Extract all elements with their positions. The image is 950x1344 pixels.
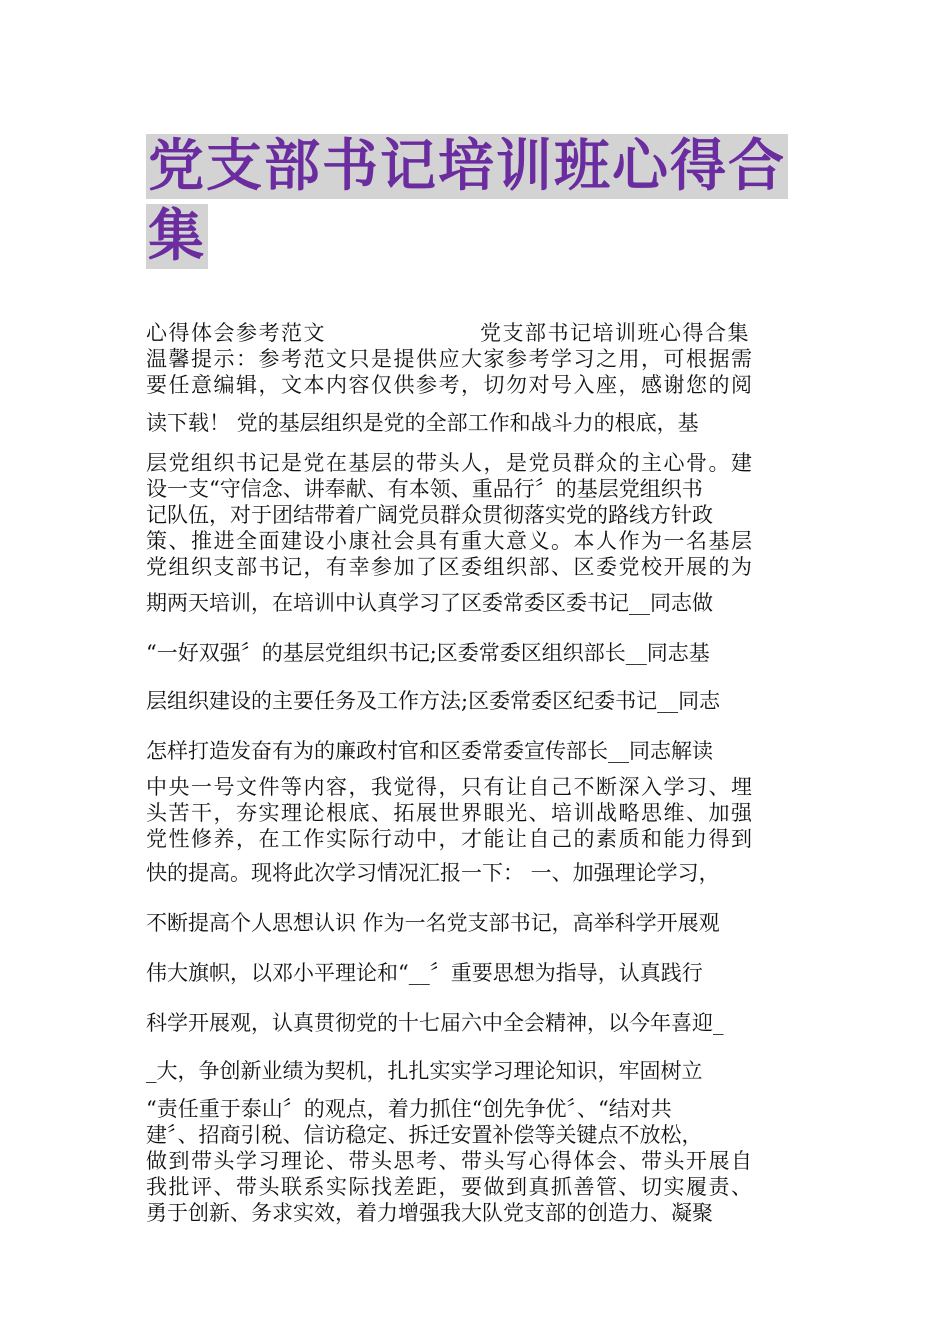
body-line: 层党组织书记是党在基层的带头人，是党员群众的主心骨。建 xyxy=(146,451,754,475)
header-line xyxy=(146,320,811,346)
header-right: 党支部书记培训班心得合集 xyxy=(480,321,750,345)
body-line: 怎样打造发奋有为的廉政村官和区委常委宣传部长__同志解读 xyxy=(146,739,713,763)
body-line: 不断提高个人思想认识 作为一名党支部书记，高举科学开展观 xyxy=(146,911,720,935)
document-title xyxy=(146,132,811,272)
body-line: 头苦干，夯实理论根底、拓展世界眼光、培训战略思维、加强 xyxy=(146,801,754,825)
body-line: _大，争创新业绩为契机，扎扎实实学习理论知识，牢固树立 xyxy=(146,1059,703,1083)
title-line-1: 党支部书记培训班心得合 xyxy=(148,134,786,199)
body-line: 快的提高。现将此次学习情况汇报一下： 一、加强理论学习， xyxy=(146,861,720,885)
body-line: 建〞、招商引税、信访稳定、拆迁安置补偿等关键点不放松， xyxy=(146,1123,703,1147)
title-line-2: 集 xyxy=(148,204,206,269)
body-line: 我批评、带头联系实际找差距，要做到真抓善管、切实履责、 xyxy=(146,1175,754,1199)
body-line: 记队伍，对于团结带着广阔党员群众贯彻落实党的路线方针政 xyxy=(146,503,713,527)
body-line: 伟大旗帜，以邓小平理论和“__〞重要思想为指导，认真践行 xyxy=(146,961,703,985)
body-line: 科学开展观，认真贯彻党的十七届六中全会精神，以今年喜迎_ xyxy=(146,1011,724,1035)
body-line: 党性修养，在工作实际行动中，才能让自己的素质和能力得到 xyxy=(146,827,754,851)
body-line: 层组织建设的主要任务及工作方法;区委常委区纪委书记__同志 xyxy=(146,689,721,713)
body-line: 中央一号文件等内容，我觉得，只有让自己不断深入学习、埋 xyxy=(146,775,754,799)
body-line: 期两天培训，在培训中认真学习了区委常委区委书记__同志做 xyxy=(146,591,713,615)
body-line: 读下载！ 党的基层组织是党的全部工作和战斗力的根底，基 xyxy=(146,411,699,435)
body-line: “一好双强〞的基层党组织书记;区委常委区组织部长__同志基 xyxy=(146,641,710,665)
body-line: 温馨提示：参考范文只是提供应大家参考学习之用，可根据需 xyxy=(146,347,754,371)
body-line: 设一支“守信念、讲奉献、有本领、重品行〞的基层党组织书 xyxy=(146,477,703,501)
header-left: 心得体会参考范文 xyxy=(146,321,326,345)
body-line: 要任意编辑，文本内容仅供参考，切勿对号入座，感谢您的阅 xyxy=(146,373,754,397)
body-line: 做到带头学习理论、带头思考、带头写心得体会、带头开展自 xyxy=(146,1149,754,1173)
body-line: 勇于创新、务求实效，着力增强我大队党支部的创造力、凝聚 xyxy=(146,1201,713,1225)
body-line: “责任重于泰山〞的观点，着力抓住“创先争优〞、“结对共 xyxy=(146,1097,672,1121)
body-line: 党组织支部书记，有幸参加了区委组织部、区委党校开展的为 xyxy=(146,555,754,579)
body-line: 策、推进全面建设小康社会具有重大意义。本人作为一名基层 xyxy=(146,529,754,553)
